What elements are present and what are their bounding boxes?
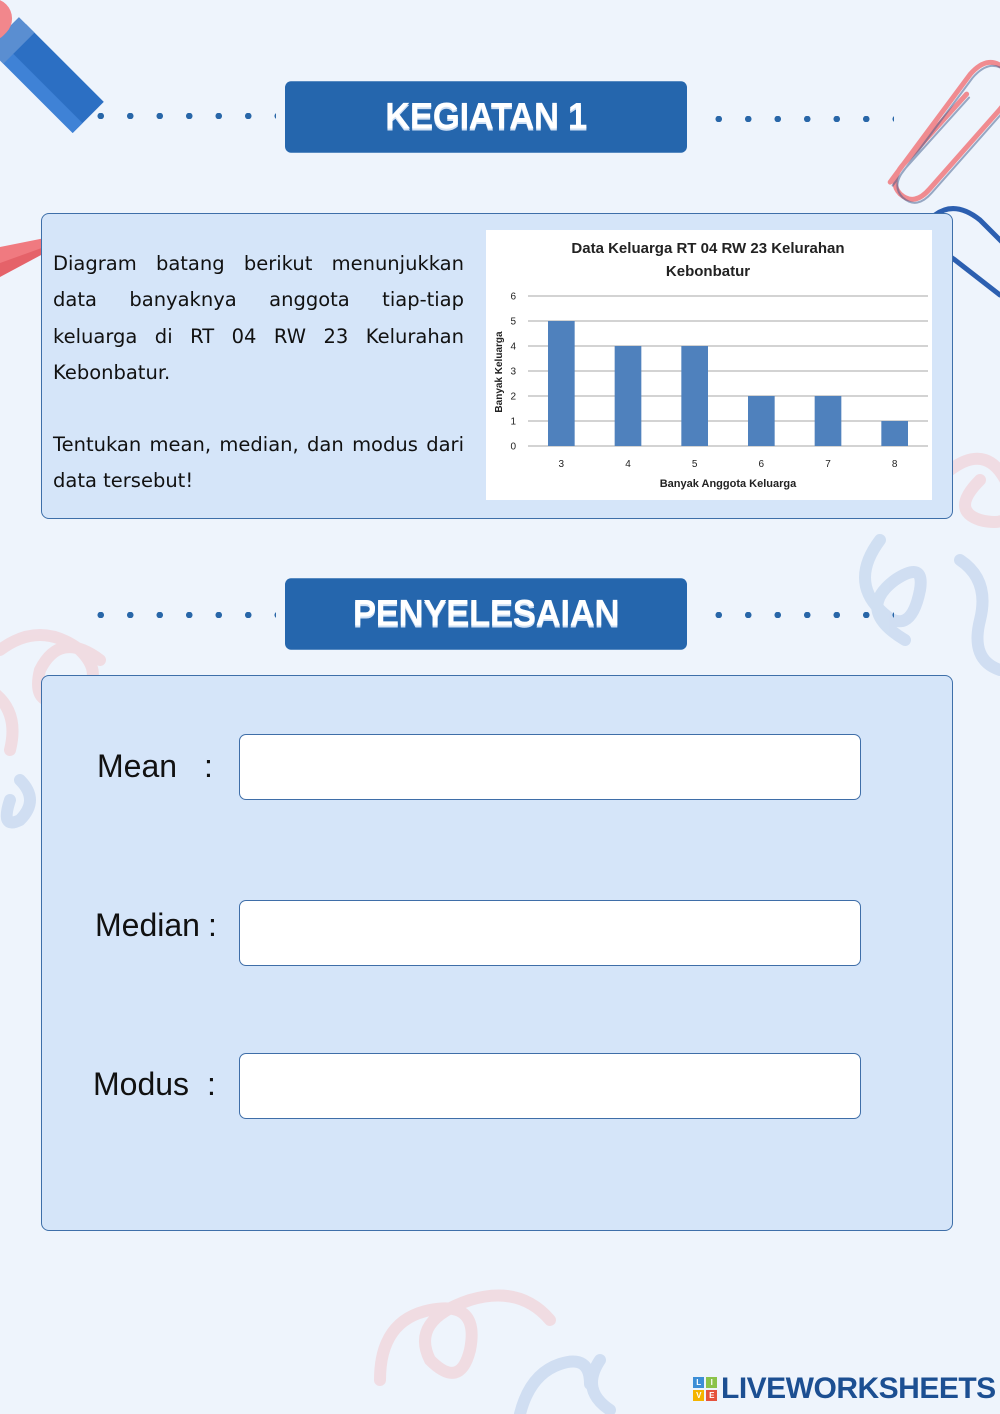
logo-mark-v: V — [693, 1390, 704, 1401]
chart-bar — [881, 421, 908, 446]
banner-dots-right-2 — [704, 612, 894, 618]
mean-label — [97, 748, 227, 785]
chart-y-axis-label: Banyak Keluarga — [494, 331, 505, 413]
chart-y-tick-label: 1 — [510, 416, 516, 428]
chart-x-tick-label: 6 — [758, 459, 765, 470]
chart-x-tick-label: 8 — [891, 459, 898, 470]
banner-dots-right — [704, 116, 894, 122]
chart-x-tick-label: 4 — [625, 459, 631, 470]
chart-title-line1: Data Keluarga RT 04 RW 23 Kelurahan — [571, 240, 845, 257]
chart-y-tick-label: 3 — [510, 366, 516, 378]
logo-mark-e: E — [706, 1390, 717, 1401]
chart-bar — [548, 321, 575, 446]
chart-y-tick-label: 2 — [510, 391, 516, 403]
modus-input[interactable] — [239, 1053, 861, 1119]
chart-x-axis-label: Banyak Anggota Keluarga — [659, 478, 797, 490]
median-label-text: Median — [95, 907, 200, 943]
chart-y-tick-label: 6 — [510, 291, 516, 303]
median-colon: : — [208, 907, 217, 943]
median-label — [95, 907, 225, 944]
intro-paragraph-1: Diagram batang berikut menunjukkan data banyaknya anggota tiap-tiap keluarga di RT 04 RW 23 Kelurahan Kebonbatur. — [53, 252, 464, 384]
banner-dots-left — [86, 113, 276, 119]
mean-label-text: Mean — [97, 748, 178, 784]
median-input[interactable] — [239, 900, 861, 966]
chart-bar — [748, 396, 775, 446]
chart-y-tick-label: 4 — [510, 341, 516, 353]
liveworksheets-logo[interactable] — [693, 1372, 996, 1406]
pencil-icon — [0, 0, 110, 160]
chart-x-tick-label: 5 — [691, 459, 698, 470]
mean-colon: : — [204, 748, 213, 784]
chart-bar — [815, 396, 842, 446]
chart-x-tick-label: 3 — [558, 459, 565, 470]
mean-input[interactable] — [239, 734, 861, 800]
chart-x-tick-label: 7 — [825, 459, 831, 470]
chart-y-tick-label: 5 — [510, 316, 516, 328]
modus-label-text: Modus — [93, 1066, 190, 1102]
banner-dots-left-2 — [86, 612, 276, 618]
chart-title-line2: Kebonbatur — [665, 263, 751, 280]
intro-text — [53, 246, 464, 500]
logo-mark-l: L — [693, 1377, 704, 1388]
bar-chart — [486, 230, 932, 500]
logo-mark-i: I — [706, 1377, 717, 1388]
bar-chart-svg — [486, 230, 932, 500]
chart-bar — [615, 346, 642, 446]
chart-bar — [681, 346, 708, 446]
page-title: KEGIATAN 1 — [285, 81, 687, 152]
logo-mark-icon — [693, 1377, 717, 1401]
modus-colon: : — [207, 1066, 216, 1102]
section-title: PENYELESAIAN — [285, 578, 687, 649]
intro-paragraph-2: Tentukan mean, median, dan modus dari data tersebut! — [53, 433, 464, 493]
logo-text: LIVEWORKSHEETS — [721, 1372, 996, 1405]
chart-y-tick-label: 0 — [510, 441, 516, 453]
modus-label — [93, 1066, 223, 1103]
